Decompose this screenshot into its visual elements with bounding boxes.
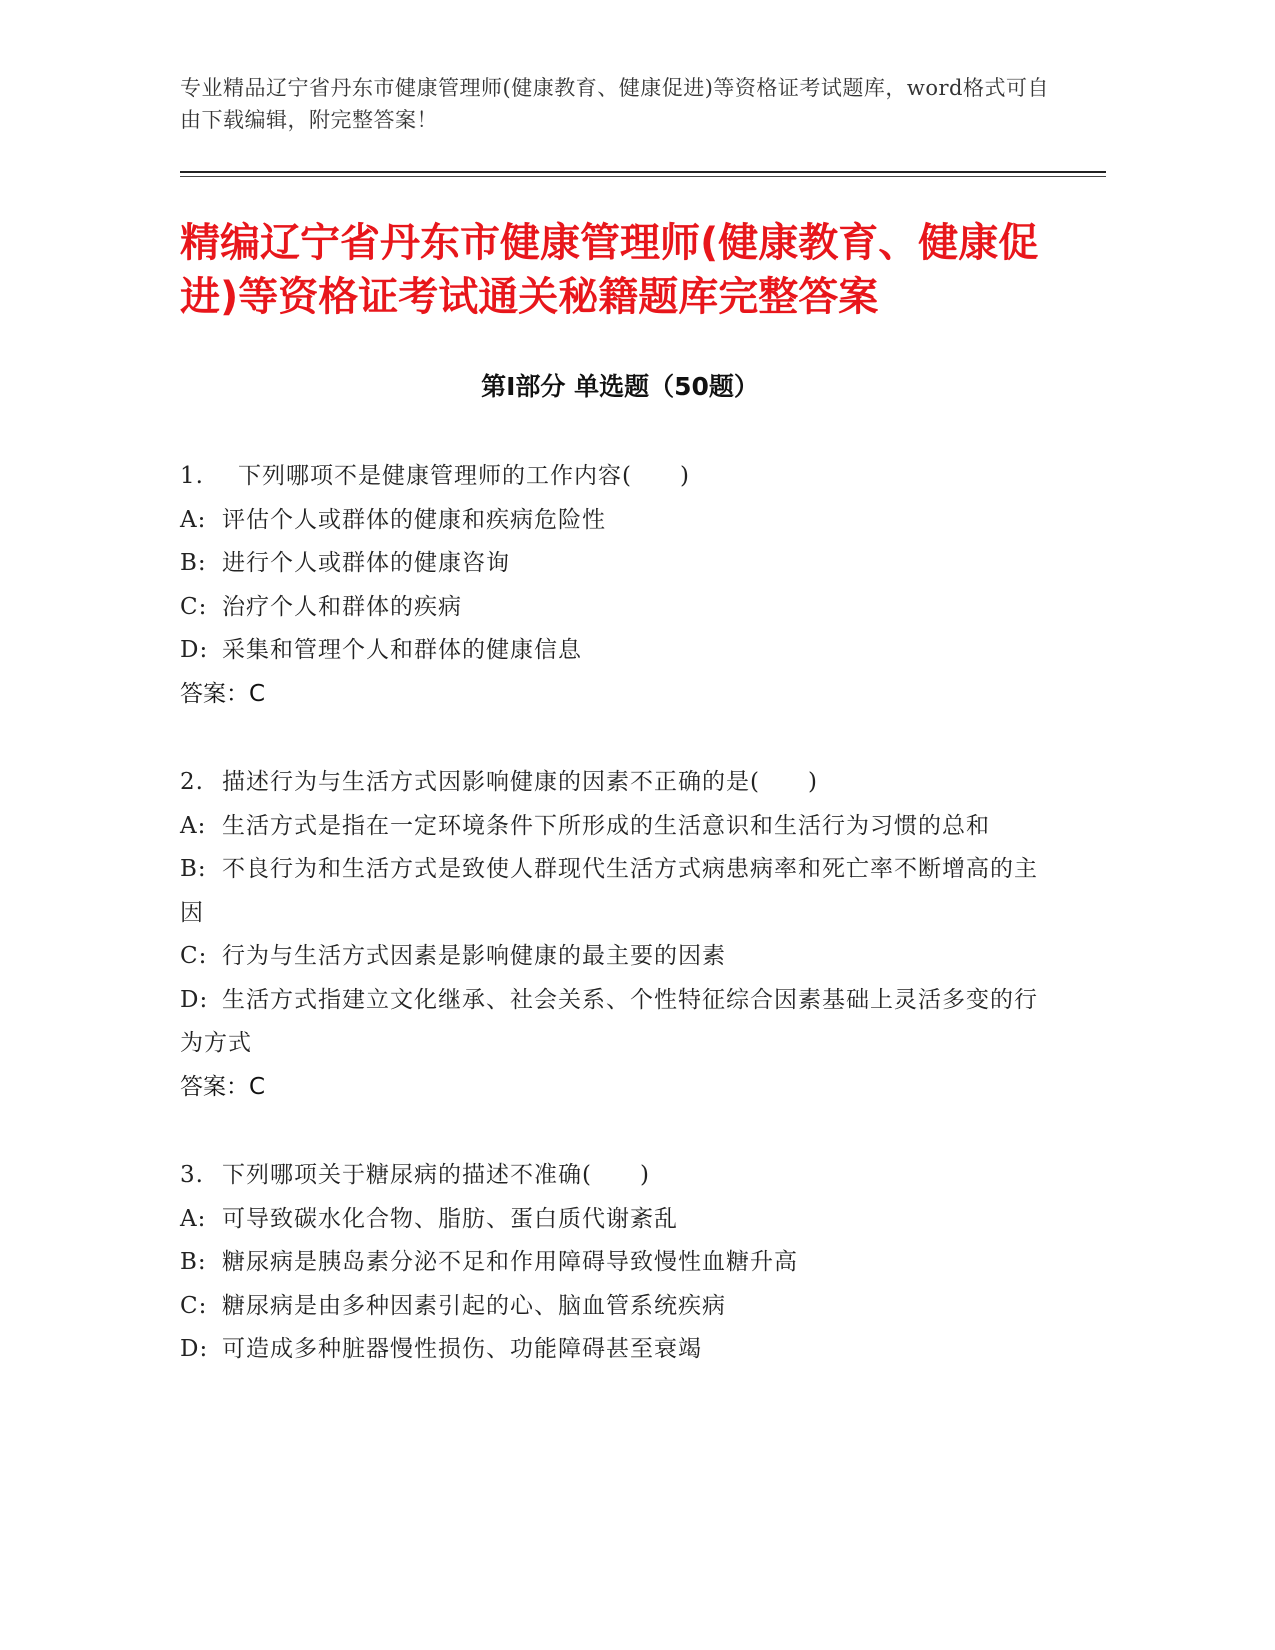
option-text: 进行个人或群体的健康咨询: [222, 550, 510, 576]
option-b: [180, 848, 1040, 935]
answer-line: [180, 673, 1040, 717]
option-text: 糖尿病是由多种因素引起的心、脑血管系统疾病: [222, 1292, 726, 1319]
question-stem: [180, 761, 1040, 805]
option-text: 可造成多种脏器慢性损伤、功能障碍甚至衰竭: [222, 1336, 702, 1362]
question-number: 3.: [180, 1162, 204, 1188]
question-text: 描述行为与生活方式因影响健康的因素不正确的是( ): [222, 769, 818, 795]
option-d: [180, 1328, 1040, 1372]
answer-value: C: [249, 1073, 266, 1100]
question-item: [180, 761, 1040, 1109]
option-letter: B:: [180, 550, 207, 576]
option-letter: A:: [180, 812, 207, 839]
option-a: [180, 805, 1040, 849]
question-list: [180, 455, 1040, 1417]
option-text: 生活方式是指在一定环境条件下所形成的生活意识和生活行为习惯的总和: [222, 812, 990, 839]
answer-value: C: [249, 680, 266, 707]
header-note: 专业精品辽宁省丹东市健康管理师(健康教育、健康促进)等资格证考试题库，word格式可自由下载编辑，附完整答案！: [180, 76, 1049, 132]
option-letter: C:: [180, 593, 208, 620]
option-text: 不良行为和生活方式是致使人群现代生活方式病患病率和死亡率不断增高的主因: [180, 856, 1038, 926]
option-letter: C:: [180, 943, 208, 969]
option-letter: A:: [180, 506, 207, 533]
section-heading: 第Ⅰ部分 单选题（50题）: [481, 372, 759, 401]
option-b: [180, 1241, 1040, 1285]
option-d: [180, 629, 1040, 673]
option-c: [180, 586, 1040, 630]
option-text: 可导致碳水化合物、脂肪、蛋白质代谢紊乱: [222, 1205, 678, 1232]
answer-label: 答案：: [180, 680, 249, 707]
question-item: [180, 1154, 1040, 1372]
option-text: 评估个人或群体的健康和疾病危险性: [222, 506, 606, 533]
option-letter: A:: [180, 1205, 207, 1232]
option-b: [180, 542, 1040, 586]
option-letter: D:: [180, 986, 209, 1013]
option-c: [180, 935, 1040, 979]
option-d: [180, 979, 1040, 1066]
option-letter: D:: [180, 1336, 209, 1362]
question-item: [180, 455, 1040, 716]
option-letter: B:: [180, 1249, 207, 1275]
question-number: 2.: [180, 769, 204, 795]
option-text: 糖尿病是胰岛素分泌不足和作用障碍导致慢性血糖升高: [222, 1249, 798, 1275]
question-stem: [180, 455, 1040, 499]
question-number: 1.: [180, 463, 204, 489]
header-divider-thick: [180, 171, 1106, 173]
option-letter: C:: [180, 1292, 208, 1319]
question-stem: [180, 1154, 1040, 1198]
option-text: 采集和管理个人和群体的健康信息: [222, 637, 582, 663]
question-text: 下列哪项关于糖尿病的描述不准确( ): [222, 1162, 650, 1188]
answer-line: [180, 1066, 1040, 1110]
header-divider-thin: [180, 176, 1106, 177]
option-a: [180, 499, 1040, 543]
answer-label: 答案：: [180, 1073, 249, 1100]
option-text: 行为与生活方式因素是影响健康的最主要的因素: [222, 943, 726, 969]
option-letter: B:: [180, 856, 207, 882]
option-c: [180, 1285, 1040, 1329]
option-text: 治疗个人和群体的疾病: [222, 593, 462, 620]
document-title: 精编辽宁省丹东市健康管理师(健康教育、健康促进)等资格证考试通关秘籍题库完整答案: [180, 220, 1039, 320]
option-a: [180, 1198, 1040, 1242]
option-letter: D:: [180, 637, 209, 663]
question-text: 下列哪项不是健康管理师的工作内容( ): [238, 463, 690, 489]
option-text: 生活方式指建立文化继承、社会关系、个性特征综合因素基础上灵活多变的行为方式: [180, 986, 1038, 1056]
